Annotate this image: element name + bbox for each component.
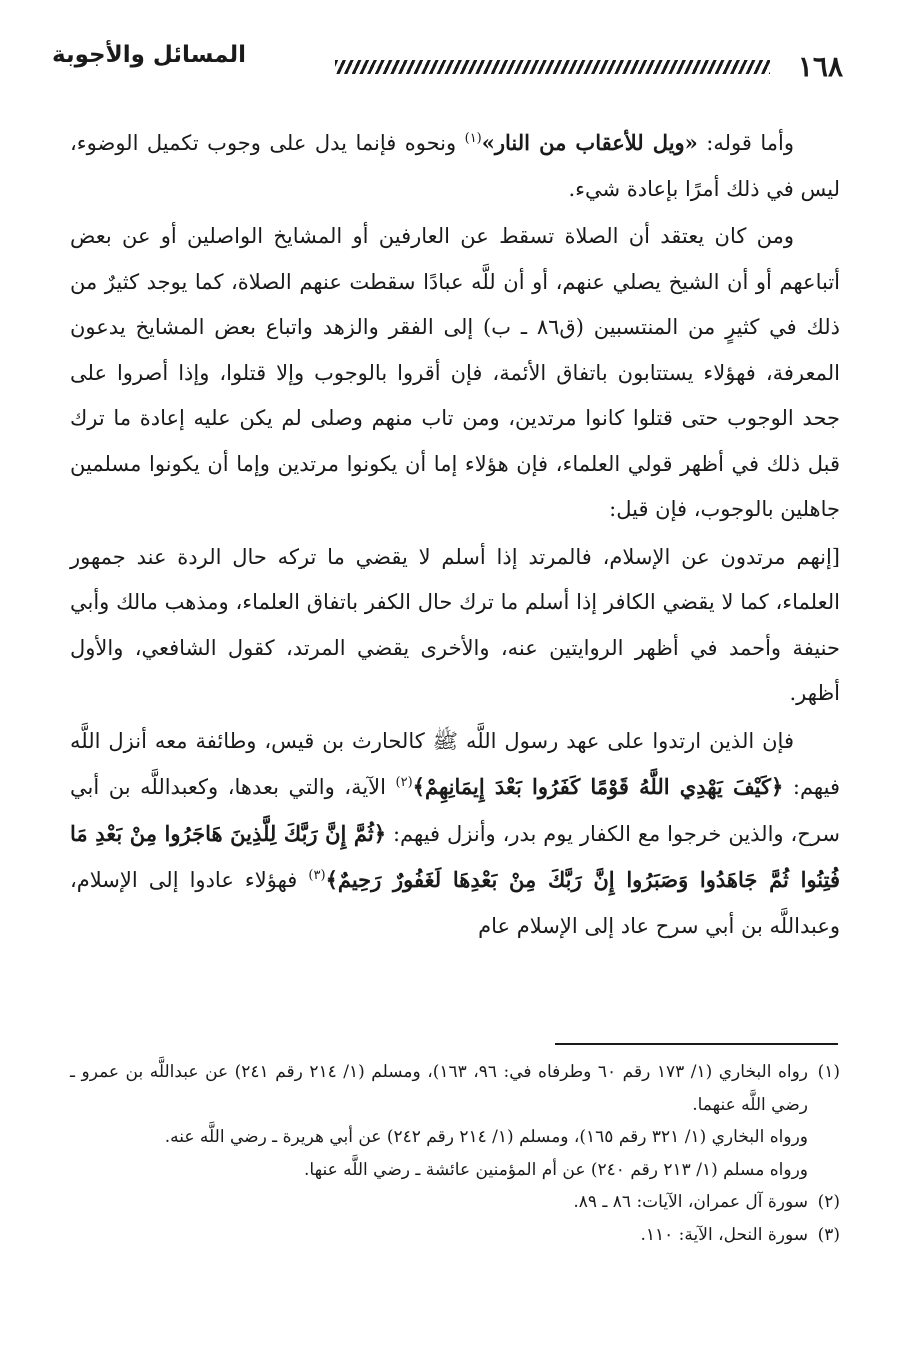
footnote-1 [70,1056,840,1121]
footnote-number: (١) [817,1062,840,1082]
quran-verse-1: ﴿كَيْفَ يَهْدِي اللَّهُ قَوْمًا كَفَرُوا بَعْدَ إِيمَانِهِمْ﴾ [412,774,784,799]
footnote-number: (٣) [817,1224,840,1245]
main-text [70,120,840,949]
footnote-separator [555,1043,838,1045]
paragraph-1-lead: وأما قوله: [697,131,794,155]
paragraph-4 [70,719,840,950]
header-decorative-rule [335,60,770,74]
footnotes [70,1056,840,1251]
footnote-ref-1: (١) [464,131,482,146]
paragraph-4-part-a: فإن الذين ارتدوا على عهد رسول اللَّه ﷺ كالحارث بن قيس، وطائفة معه أنزل اللَّه فيهم: [70,728,840,799]
footnote-ref-2: (٢) [395,775,413,790]
paragraph-4-part-b: الآية، والتي بعدها، وكعبداللَّه بن أبي سرح، والذين خرجوا مع الكفار يوم بدر، وأنزل فيهم: [70,775,840,846]
paragraph-4-part-c: فهؤلاء عادوا إلى الإسلام، وعبداللَّه بن أبي سرح عاد إلى الإسلام عام [70,868,840,938]
footnote-text: ورواه البخاري (١/ ٣٢١ رقم ١٦٥)، ومسلم (١/ ٢١٤ رقم ٢٤٢) عن أبي هريرة ـ رضي اللَّه عنه. [164,1127,808,1147]
running-title: المسائل والأجوبة [52,42,247,68]
paragraph-3: [إنهم مرتدون عن الإسلام، فالمرتد إذا أسلم لا يقضي ما تركه حال الردة عند جمهور العلماء، كما لا يقضي الكافر إذا أسلم ما ترك حال الكفر باتفاق العلماء، ومذهب مالك وأبي حنيفة وأحمد في أظهر الروايتين عنه، والأخرى يقضي المرتد، كقول الشافعي، والأول أظهر. [70,544,840,705]
footnote-number: (٢) [817,1192,840,1212]
footnote-text: ورواه مسلم (١/ ٢١٣ رقم ٢٤٠) عن أم المؤمنين عائشة ـ رضي اللَّه عنها. [304,1159,808,1180]
footnote-text: سورة النحل، الآية: ١١٠. [640,1224,808,1245]
footnote-2 [70,1186,840,1219]
hadith-quote: «ويل للأعقاب من النار» [481,130,698,155]
footnote-text: سورة آل عمران، الآيات: ٨٦ ـ ٨٩. [573,1192,808,1212]
footnote-text: رواه البخاري (١/ ١٧٣ رقم ٦٠ وطرفاه في: ٩٦، ١٦٣)، ومسلم (١/ ٢١٤ رقم ٢٤١) عن عبداللَّه بن عمرو ـ رضي اللَّه عنهما. [70,1062,808,1115]
paragraph-1 [70,120,840,212]
footnote-1-continued-a [70,1121,840,1154]
footnote-1-continued-b [70,1154,840,1187]
paragraph-1-rest: ونحوه فإنما يدل على وجوب تكميل الوضوء، ليس في ذلك أمرًا بإعادة شيء. [70,131,840,201]
page-number: ١٦٨ [797,50,843,83]
footnote-3 [70,1219,840,1252]
footnote-ref-3: (٣) [308,868,326,883]
quran-verse-2: ﴿ثُمَّ إِنَّ رَبَّكَ لِلَّذِينَ هَاجَرُوا مِنْ بَعْدِ مَا فُتِنُوا ثُمَّ جَاهَدُوا وَصَبَرُوا إِنَّ رَبَّكَ مِنْ بَعْدِهَا لَغَفُورٌ رَحِيمٌ﴾ [70,820,841,892]
paragraph-2: ومن كان يعتقد أن الصلاة تسقط عن العارفين أو المشايخ الواصلين أو عن بعض أتباعهم أو أن الشيخ يصلي عنهم، أو أن للَّه عبادًا سقطت عنهم الصلاة، كما يوجد كثيرٌ من ذلك في كثيرٍ من المنتسبين (ق٨٦ ـ ب) إلى الفقر والزهد واتباع بعض المشايخ يدعون المعرفة، فهؤلاء يستتابون باتفاق الأئمة، فإن أقروا بالوجوب وإلا قتلوا، وإذا أصروا على جحد الوجوب حتى قتلوا كانوا مرتدين، ومن تاب منهم وصلى لم يكن عليه إعادة ما ترك قبل ذلك في أظهر قولي العلماء، فإن هؤلاء إما أن يكونوا مرتدين وإما أن يكونوا مسلمين جاهلين بالوجوب، فإن قيل: [70,224,840,521]
